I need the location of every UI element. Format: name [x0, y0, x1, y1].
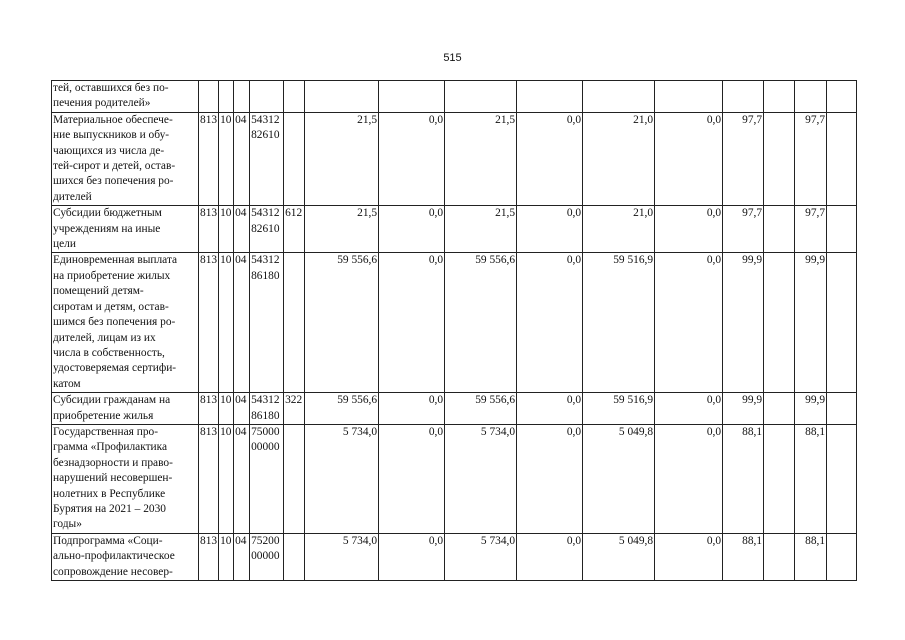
row-name-line: на приобретение жилых	[53, 269, 171, 282]
csr-cell: 75200 00000	[250, 533, 284, 580]
value-cell: 59 556,6	[305, 253, 379, 393]
row-name-line: грамма «Профилактика	[53, 441, 168, 454]
percent-cell	[723, 81, 764, 113]
value-cell: 21,0	[583, 112, 655, 205]
value-cell: 21,0	[583, 206, 655, 253]
row-name-line: Субсидии гражданам на	[53, 394, 171, 407]
table-row	[52, 424, 857, 533]
empty-cell	[827, 81, 857, 113]
value-cell: 0,0	[655, 533, 723, 580]
percent-cell: 97,7	[723, 112, 764, 205]
podrazdel-cell: 04	[234, 393, 250, 425]
percent-cell: 97,7	[723, 206, 764, 253]
row-name-line: сиротам и детям, остав-	[53, 300, 169, 313]
empty-cell	[827, 206, 857, 253]
razdel-cell: 10	[219, 253, 234, 393]
row-name-line: цели	[53, 238, 76, 251]
percent-cell	[795, 81, 827, 113]
value-cell: 5 734,0	[305, 533, 379, 580]
table-row	[52, 81, 857, 113]
row-name-line: Бурятия на 2021 – 2030	[53, 502, 166, 515]
row-name-cell	[52, 533, 199, 580]
row-name-line: печения родителей»	[53, 97, 151, 110]
percent-cell: 97,7	[795, 206, 827, 253]
row-name-line: учреждениям на иные	[53, 222, 161, 235]
row-name-line: годы»	[53, 518, 82, 531]
value-cell: 0,0	[517, 253, 583, 393]
table-row	[52, 112, 857, 205]
empty-cell	[827, 533, 857, 580]
podrazdel-cell: 04	[234, 206, 250, 253]
glava-cell: 813	[199, 533, 219, 580]
value-cell	[305, 81, 379, 113]
row-name-line: числа в собственность,	[53, 346, 165, 359]
value-cell: 21,5	[445, 206, 517, 253]
table-row	[52, 206, 857, 253]
row-name-line: ние выпускников и обу-	[53, 129, 170, 142]
razdel-cell: 10	[219, 424, 234, 533]
value-cell: 0,0	[517, 112, 583, 205]
vr-cell	[284, 253, 305, 393]
value-cell: 21,5	[305, 112, 379, 205]
percent-cell: 88,1	[723, 424, 764, 533]
glava-cell: 813	[199, 393, 219, 425]
table-row	[52, 533, 857, 580]
percent-cell: 88,1	[795, 533, 827, 580]
row-name-cell	[52, 424, 199, 533]
row-name-line: дителей, лицам из их	[53, 331, 156, 344]
row-name-cell	[52, 81, 199, 113]
value-cell: 21,5	[445, 112, 517, 205]
row-name-line: нарушений несовершен-	[53, 472, 173, 485]
value-cell: 5 734,0	[445, 424, 517, 533]
value-cell: 0,0	[379, 393, 445, 425]
value-cell	[655, 81, 723, 113]
value-cell: 0,0	[655, 253, 723, 393]
row-name-line: ально-профилактическое	[53, 550, 175, 563]
row-name-line: тей-сирот и детей, остав-	[53, 160, 176, 173]
percent-cell: 99,9	[723, 393, 764, 425]
value-cell: 59 556,6	[305, 393, 379, 425]
value-cell: 5 049,8	[583, 533, 655, 580]
value-cell	[583, 81, 655, 113]
empty-cell	[827, 253, 857, 393]
value-cell: 0,0	[379, 533, 445, 580]
row-name-line: тей, оставшихся без по-	[53, 82, 169, 94]
value-cell: 0,0	[517, 206, 583, 253]
vr-cell	[284, 112, 305, 205]
table-row	[52, 253, 857, 393]
value-cell: 0,0	[379, 253, 445, 393]
row-name-line: дителей	[53, 190, 92, 203]
podrazdel-cell: 04	[234, 253, 250, 393]
value-cell: 0,0	[655, 393, 723, 425]
row-name-line: приобретение жилья	[53, 409, 154, 422]
row-name-line: нолетних в Республике	[53, 487, 166, 500]
page-number: 515	[443, 52, 462, 64]
value-cell: 0,0	[379, 206, 445, 253]
budget-table	[51, 80, 857, 581]
row-name-line: Субсидии бюджетным	[53, 207, 162, 220]
razdel-cell: 10	[219, 393, 234, 425]
percent-cell: 99,9	[795, 253, 827, 393]
vr-cell	[284, 533, 305, 580]
percent-cell: 99,9	[723, 253, 764, 393]
row-name-line: Материальное обеспече-	[53, 113, 173, 126]
percent-cell: 99,9	[795, 393, 827, 425]
empty-cell	[764, 424, 795, 533]
row-name-line: шимся без попечения ро-	[53, 316, 176, 329]
razdel-cell: 10	[219, 112, 234, 205]
vr-cell: 612	[284, 206, 305, 253]
value-cell: 0,0	[517, 424, 583, 533]
row-name-line: Подпрограмма «Соци-	[53, 534, 163, 547]
value-cell: 5 049,8	[583, 424, 655, 533]
value-cell: 21,5	[305, 206, 379, 253]
empty-cell	[764, 81, 795, 113]
percent-cell: 97,7	[795, 112, 827, 205]
value-cell	[379, 81, 445, 113]
empty-cell	[764, 253, 795, 393]
value-cell: 5 734,0	[305, 424, 379, 533]
row-name-cell	[52, 253, 199, 393]
csr-cell: 75000 00000	[250, 424, 284, 533]
row-name-line: помещений детям-	[53, 285, 144, 298]
empty-cell	[764, 206, 795, 253]
row-name-line: катом	[53, 377, 81, 390]
row-name-line: Государственная про-	[53, 425, 159, 438]
table-body	[52, 81, 857, 581]
value-cell: 0,0	[655, 206, 723, 253]
podrazdel-cell	[234, 81, 250, 113]
value-cell: 59 556,6	[445, 393, 517, 425]
row-name-line: чающихся из числа де-	[53, 144, 165, 157]
value-cell	[445, 81, 517, 113]
row-name-line: удостоверяемая сертифи-	[53, 362, 177, 375]
razdel-cell: 10	[219, 533, 234, 580]
razdel-cell	[219, 81, 234, 113]
csr-cell: 54312 86180	[250, 393, 284, 425]
csr-cell: 54312 82610	[250, 206, 284, 253]
value-cell: 5 734,0	[445, 533, 517, 580]
value-cell: 0,0	[655, 424, 723, 533]
podrazdel-cell: 04	[234, 424, 250, 533]
razdel-cell: 10	[219, 206, 234, 253]
podrazdel-cell: 04	[234, 533, 250, 580]
vr-cell	[284, 81, 305, 113]
glava-cell	[199, 81, 219, 113]
vr-cell	[284, 424, 305, 533]
row-name-line: Единовременная выплата	[53, 254, 178, 267]
csr-cell: 54312 86180	[250, 253, 284, 393]
row-name-line: сопровождение несовер-	[53, 565, 173, 578]
value-cell	[517, 81, 583, 113]
value-cell: 0,0	[379, 112, 445, 205]
table-row	[52, 393, 857, 425]
value-cell: 0,0	[517, 533, 583, 580]
empty-cell	[827, 393, 857, 425]
empty-cell	[827, 112, 857, 205]
row-name-line: безнадзорности и право-	[53, 456, 173, 469]
percent-cell: 88,1	[795, 424, 827, 533]
value-cell: 0,0	[379, 424, 445, 533]
row-name-cell	[52, 206, 199, 253]
glava-cell: 813	[199, 112, 219, 205]
value-cell: 0,0	[655, 112, 723, 205]
value-cell: 59 516,9	[583, 393, 655, 425]
empty-cell	[764, 112, 795, 205]
glava-cell: 813	[199, 424, 219, 533]
row-name-cell	[52, 393, 199, 425]
glava-cell: 813	[199, 253, 219, 393]
value-cell: 59 516,9	[583, 253, 655, 393]
empty-cell	[764, 393, 795, 425]
value-cell: 0,0	[517, 393, 583, 425]
value-cell: 59 556,6	[445, 253, 517, 393]
csr-cell: 54312 82610	[250, 112, 284, 205]
csr-cell	[250, 81, 284, 113]
podrazdel-cell: 04	[234, 112, 250, 205]
row-name-line: шихся без попечения ро-	[53, 175, 174, 188]
row-name-cell	[52, 112, 199, 205]
empty-cell	[764, 533, 795, 580]
percent-cell: 88,1	[723, 533, 764, 580]
vr-cell: 322	[284, 393, 305, 425]
empty-cell	[827, 424, 857, 533]
glava-cell: 813	[199, 206, 219, 253]
